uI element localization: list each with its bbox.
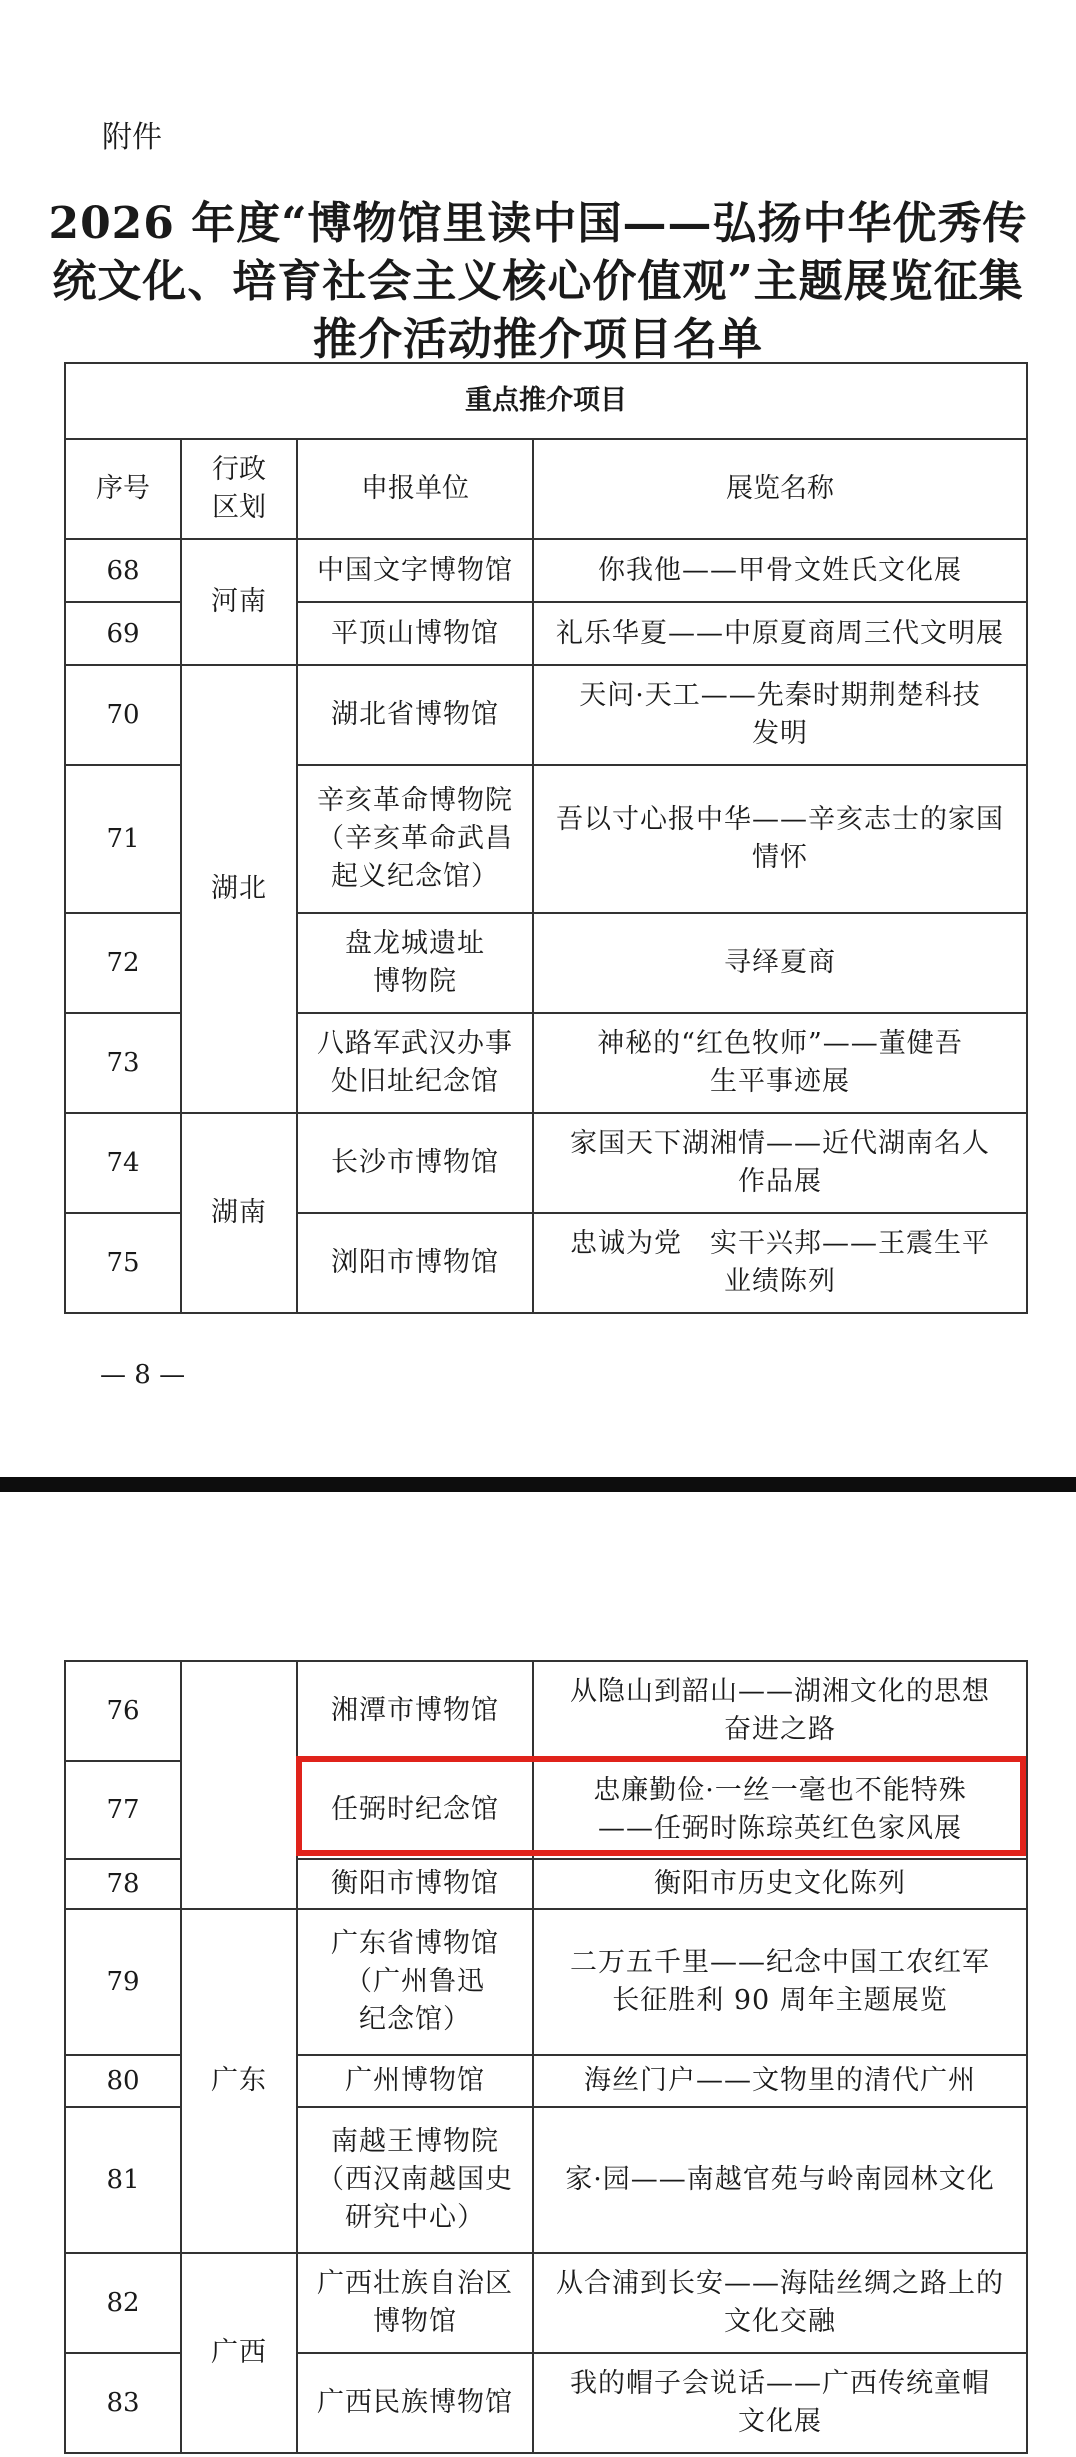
row-seq: 70 xyxy=(65,665,181,765)
column-header-region: 行政 区划 xyxy=(181,439,297,539)
exhibition-cell: 忠廉勤俭·一丝一毫也不能特殊 ——任弼时陈琮英红色家风展 xyxy=(533,1761,1027,1859)
row-seq: 74 xyxy=(65,1113,181,1213)
table-row xyxy=(65,665,1027,765)
column-header-unit: 申报单位 xyxy=(297,439,533,539)
row-seq: 68 xyxy=(65,539,181,602)
region-cell: 湖南 xyxy=(181,1113,297,1313)
exhibition-cell: 我的帽子会说话——广西传统童帽 文化展 xyxy=(533,2353,1027,2453)
page-number: — 8 — xyxy=(100,1360,186,1390)
exhibition-cell: 吾以寸心报中华——辛亥志士的家国 情怀 xyxy=(533,765,1027,913)
document-title xyxy=(40,195,1036,369)
exhibition-cell: 家国天下湖湘情——近代湖南名人 作品展 xyxy=(533,1113,1027,1213)
table-row xyxy=(65,2253,1027,2353)
unit-cell: 任弼时纪念馆 xyxy=(297,1761,533,1859)
exhibition-cell: 从合浦到长安——海陆丝绸之路上的 文化交融 xyxy=(533,2253,1027,2353)
row-seq: 82 xyxy=(65,2253,181,2353)
region-cell-continued xyxy=(181,1661,297,1909)
title-line: 2026 年度“博物馆里读中国——弘扬中华优秀传 xyxy=(48,198,1028,249)
table-row xyxy=(65,1113,1027,1213)
exhibition-cell: 你我他——甲骨文姓氏文化展 xyxy=(533,539,1027,602)
row-seq: 73 xyxy=(65,1013,181,1113)
region-cell: 湖北 xyxy=(181,665,297,1113)
exhibition-cell: 家·园——南越官苑与岭南园林文化 xyxy=(533,2107,1027,2253)
document-page-2 xyxy=(0,1492,1076,2457)
exhibition-cell: 二万五千里——纪念中国工农红军 长征胜利 90 周年主题展览 xyxy=(533,1909,1027,2055)
exhibition-cell: 神秘的“红色牧师”——董健吾 生平事迹展 xyxy=(533,1013,1027,1113)
exhibition-cell: 衡阳市历史文化陈列 xyxy=(533,1859,1027,1909)
unit-cell: 衡阳市博物馆 xyxy=(297,1859,533,1909)
row-seq: 77 xyxy=(65,1761,181,1859)
unit-cell: 长沙市博物馆 xyxy=(297,1113,533,1213)
title-line: 统文化、培育社会主义核心价值观”主题展览征集 xyxy=(52,256,1024,307)
exhibition-cell: 从隐山到韶山——湖湘文化的思想 奋进之路 xyxy=(533,1661,1027,1761)
row-seq: 79 xyxy=(65,1909,181,2055)
exhibition-cell: 天问·天工——先秦时期荆楚科技 发明 xyxy=(533,665,1027,765)
highlight-box xyxy=(296,1756,1026,1856)
unit-cell: 中国文字博物馆 xyxy=(297,539,533,602)
unit-cell: 湖北省博物馆 xyxy=(297,665,533,765)
unit-cell: 广西民族博物馆 xyxy=(297,2353,533,2453)
region-cell: 广西 xyxy=(181,2253,297,2453)
region-cell: 河南 xyxy=(181,539,297,665)
unit-cell: 辛亥革命博物院 （辛亥革命武昌 起义纪念馆） xyxy=(297,765,533,913)
attachment-label: 附件 xyxy=(102,120,162,155)
row-seq: 71 xyxy=(65,765,181,913)
row-seq: 76 xyxy=(65,1661,181,1761)
table-row xyxy=(65,1909,1027,2055)
row-seq: 69 xyxy=(65,602,181,665)
row-seq: 83 xyxy=(65,2353,181,2453)
exhibition-cell: 忠诚为党 实干兴邦——王震生平 业绩陈列 xyxy=(533,1213,1027,1313)
row-seq: 72 xyxy=(65,913,181,1013)
row-seq: 78 xyxy=(65,1859,181,1909)
unit-cell: 平顶山博物馆 xyxy=(297,602,533,665)
column-header-seq: 序号 xyxy=(65,439,181,539)
row-seq: 80 xyxy=(65,2055,181,2107)
project-table-page-1 xyxy=(64,362,1028,1314)
unit-cell: 广州博物馆 xyxy=(297,2055,533,2107)
unit-cell: 广东省博物馆 （广州鲁迅 纪念馆） xyxy=(297,1909,533,2055)
exhibition-cell: 寻绎夏商 xyxy=(533,913,1027,1013)
row-seq: 75 xyxy=(65,1213,181,1313)
unit-cell: 浏阳市博物馆 xyxy=(297,1213,533,1313)
section-heading: 重点推介项目 xyxy=(65,363,1027,439)
column-header-exhibition: 展览名称 xyxy=(533,439,1027,539)
unit-cell: 八路军武汉办事 处旧址纪念馆 xyxy=(297,1013,533,1113)
unit-cell: 广西壮族自治区 博物馆 xyxy=(297,2253,533,2353)
title-line: 推介活动推介项目名单 xyxy=(313,314,763,365)
table-row xyxy=(65,1661,1027,1761)
unit-cell: 湘潭市博物馆 xyxy=(297,1661,533,1761)
exhibition-cell: 海丝门户——文物里的清代广州 xyxy=(533,2055,1027,2107)
row-seq: 81 xyxy=(65,2107,181,2253)
exhibition-cell: 礼乐华夏——中原夏商周三代文明展 xyxy=(533,602,1027,665)
region-cell: 广东 xyxy=(181,1909,297,2253)
unit-cell: 南越王博物院 （西汉南越国史 研究中心） xyxy=(297,2107,533,2253)
page-divider xyxy=(0,1477,1076,1492)
table-row xyxy=(65,539,1027,602)
unit-cell: 盘龙城遗址 博物院 xyxy=(297,913,533,1013)
